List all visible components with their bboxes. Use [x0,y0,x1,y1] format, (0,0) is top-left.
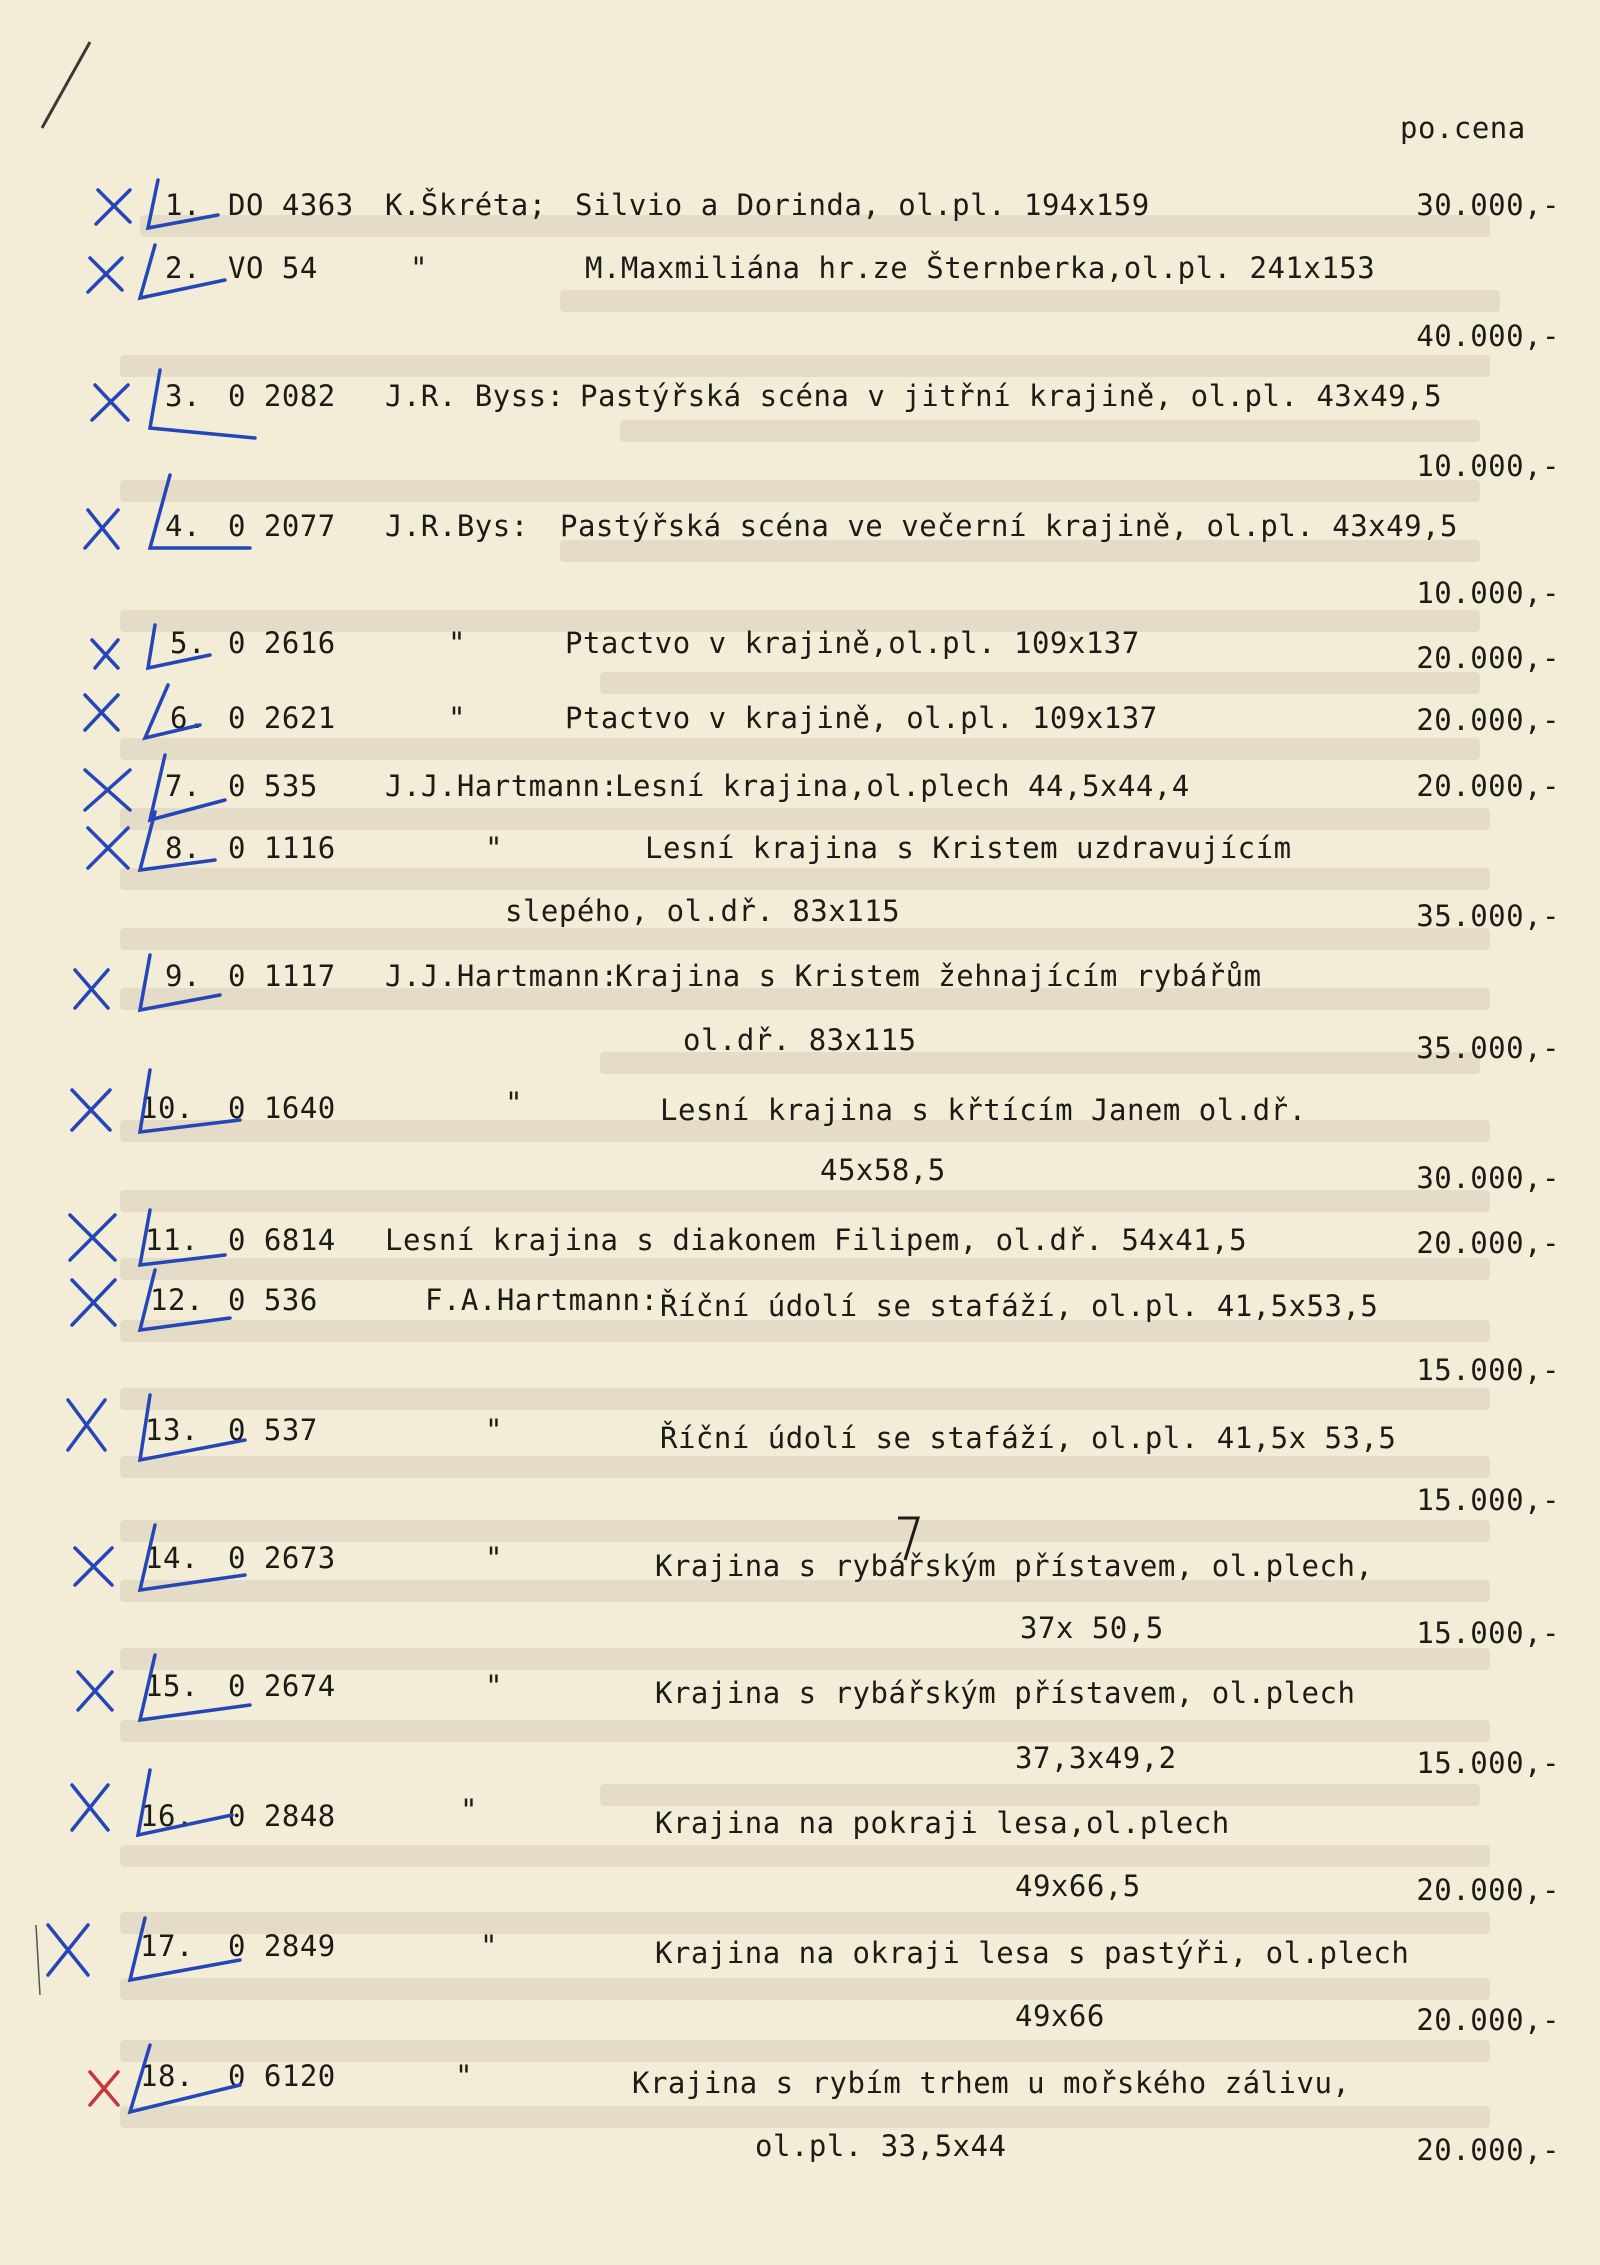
entry-price: 30.000,- [1416,1161,1560,1195]
entry-number: 7. [165,769,201,803]
entry-artist: " [448,701,466,735]
entry-title: M.Maxmiliána hr.ze Šternberka,ol.pl. 241x153 [585,251,1376,285]
entry-number: 1. [165,188,201,222]
entry-code: 0 2673 [228,1541,336,1575]
entry-code: 0 6120 [228,2059,336,2093]
entry-artist: " [480,1929,498,1963]
entry-code: 0 1117 [228,959,336,993]
entry-number: 6. [170,701,206,735]
entry-price: 15.000,- [1416,1616,1560,1650]
entry-number: 11. [145,1223,199,1257]
entry-code: 0 2848 [228,1799,336,1833]
entry-title-continued: slepého, ol.dř. 83x115 [505,894,901,928]
entry-title: Říční údolí se stafáží, ol.pl. 41,5x53,5 [660,1289,1379,1323]
entry-number: 18. [140,2059,194,2093]
entry-number: 16. [140,1799,194,1833]
entry-price: 30.000,- [1416,188,1560,222]
entry-artist: F.A.Hartmann: [425,1283,659,1317]
entry-artist: J.J.Hartmann: [385,769,619,803]
entry-code: 0 2077 [228,509,336,543]
entry-price: 35.000,- [1416,899,1560,933]
entry-code: 0 6814 [228,1223,336,1257]
entry-title-continued: 49x66,5 [1015,1869,1141,1903]
entry-artist: J.R. Byss: [385,379,565,413]
entry-price: 20.000,- [1416,2133,1560,2167]
entry-title: Pastýřská scéna ve večerní krajině, ol.pl. 43x49,5 [560,509,1458,543]
entry-number: 10. [140,1091,194,1125]
entry-number: 8. [165,831,201,865]
entry-price: 10.000,- [1416,449,1560,483]
entry-price: 35.000,- [1416,1031,1560,1065]
entry-artist: " [485,1413,503,1447]
entry-price: 20.000,- [1416,2003,1560,2037]
entry-number: 2. [165,251,201,285]
entry-code: DO 4363 [228,188,354,222]
entry-title: Krajina s rybím trhem u mořského zálivu, [632,2066,1351,2100]
entry-artist: " [410,251,428,285]
entry-title: Lesní krajina,ol.plech 44,5x44,4 [615,769,1190,803]
entry-number: 12. [150,1283,204,1317]
entry-code: 0 537 [228,1413,318,1447]
entry-code: 0 2674 [228,1669,336,1703]
entry-price: 10.000,- [1416,576,1560,610]
entry-number: 9. [165,959,201,993]
entry-artist: K.Škréta; [385,188,547,222]
entry-number: 15. [145,1669,199,1703]
entry-title: Ptactvo v krajině, ol.pl. 109x137 [565,701,1158,735]
entry-title: Silvio a Dorinda, ol.pl. 194x159 [575,188,1150,222]
entry-artist: " [448,626,466,660]
entry-code: 0 2082 [228,379,336,413]
entry-title: Ptactvo v krajině,ol.pl. 109x137 [565,626,1140,660]
entry-code: 0 2616 [228,626,336,660]
entry-title: Krajina na okraji lesa s pastýři, ol.plech [655,1936,1410,1970]
entry-price: 15.000,- [1416,1353,1560,1387]
entry-number: 17. [140,1929,194,1963]
entry-title: Říční údolí se stafáží, ol.pl. 41,5x 53,5 [660,1421,1397,1455]
entry-code: 0 535 [228,769,318,803]
entry-artist: " [455,2059,473,2093]
entry-title-continued: 45x58,5 [820,1153,946,1187]
entry-artist: " [485,831,503,865]
entry-title: Krajina s rybářským přístavem, ol.plech [655,1676,1356,1710]
entry-artist: " [485,1669,503,1703]
entry-title: Pastýřská scéna v jitřní krajině, ol.pl. 43x49,5 [580,379,1443,413]
entry-price: 20.000,- [1416,641,1560,675]
entry-code: VO 54 [228,251,318,285]
entry-artist: " [485,1541,503,1575]
entry-artist: J.R.Bys: [385,509,529,543]
entry-title: Lesní krajina s křtícím Janem ol.dř. [660,1093,1307,1127]
entry-artist: " [505,1086,523,1120]
price-column-header: po.cena [1400,111,1526,145]
entry-code: 0 2621 [228,701,336,735]
entry-title: Lesní krajina s Kristem uzdravujícím [645,831,1292,865]
entry-title: Krajina s rybářským přístavem, ol.plech, [655,1549,1374,1583]
entry-number: 3. [165,379,201,413]
entry-price: 20.000,- [1416,769,1560,803]
entry-code: 0 536 [228,1283,318,1317]
entry-number: 5. [170,626,206,660]
entry-artist: J.J.Hartmann: [385,959,619,993]
entry-title-continued: 37,3x49,2 [1015,1741,1177,1775]
entry-title: Krajina s Kristem žehnajícím rybářům [615,959,1262,993]
entry-title-continued: 49x66 [1015,1999,1105,2033]
entry-price: 20.000,- [1416,1226,1560,1260]
entry-price: 15.000,- [1416,1746,1560,1780]
entry-number: 14. [145,1541,199,1575]
entry-title: Lesní krajina s diakonem Filipem, ol.dř. 54x41,5 [385,1223,1248,1257]
entry-title-continued: 37x 50,5 [1020,1611,1164,1645]
entry-title: Krajina na pokraji lesa,ol.plech [655,1806,1230,1840]
entry-number: 4. [165,509,201,543]
entry-code: 0 1116 [228,831,336,865]
entry-price: 20.000,- [1416,703,1560,737]
entry-price: 15.000,- [1416,1483,1560,1517]
entry-price: 20.000,- [1416,1873,1560,1907]
pencil-stroke-icon [42,42,90,128]
entry-code: 0 2849 [228,1929,336,1963]
entry-title-continued: ol.dř. 83x115 [683,1023,917,1057]
entry-artist: " [460,1793,478,1827]
entry-price: 40.000,- [1416,319,1560,353]
entry-code: 0 1640 [228,1091,336,1125]
entry-title-continued: ol.pl. 33,5x44 [755,2129,1007,2163]
entry-number: 13. [145,1413,199,1447]
